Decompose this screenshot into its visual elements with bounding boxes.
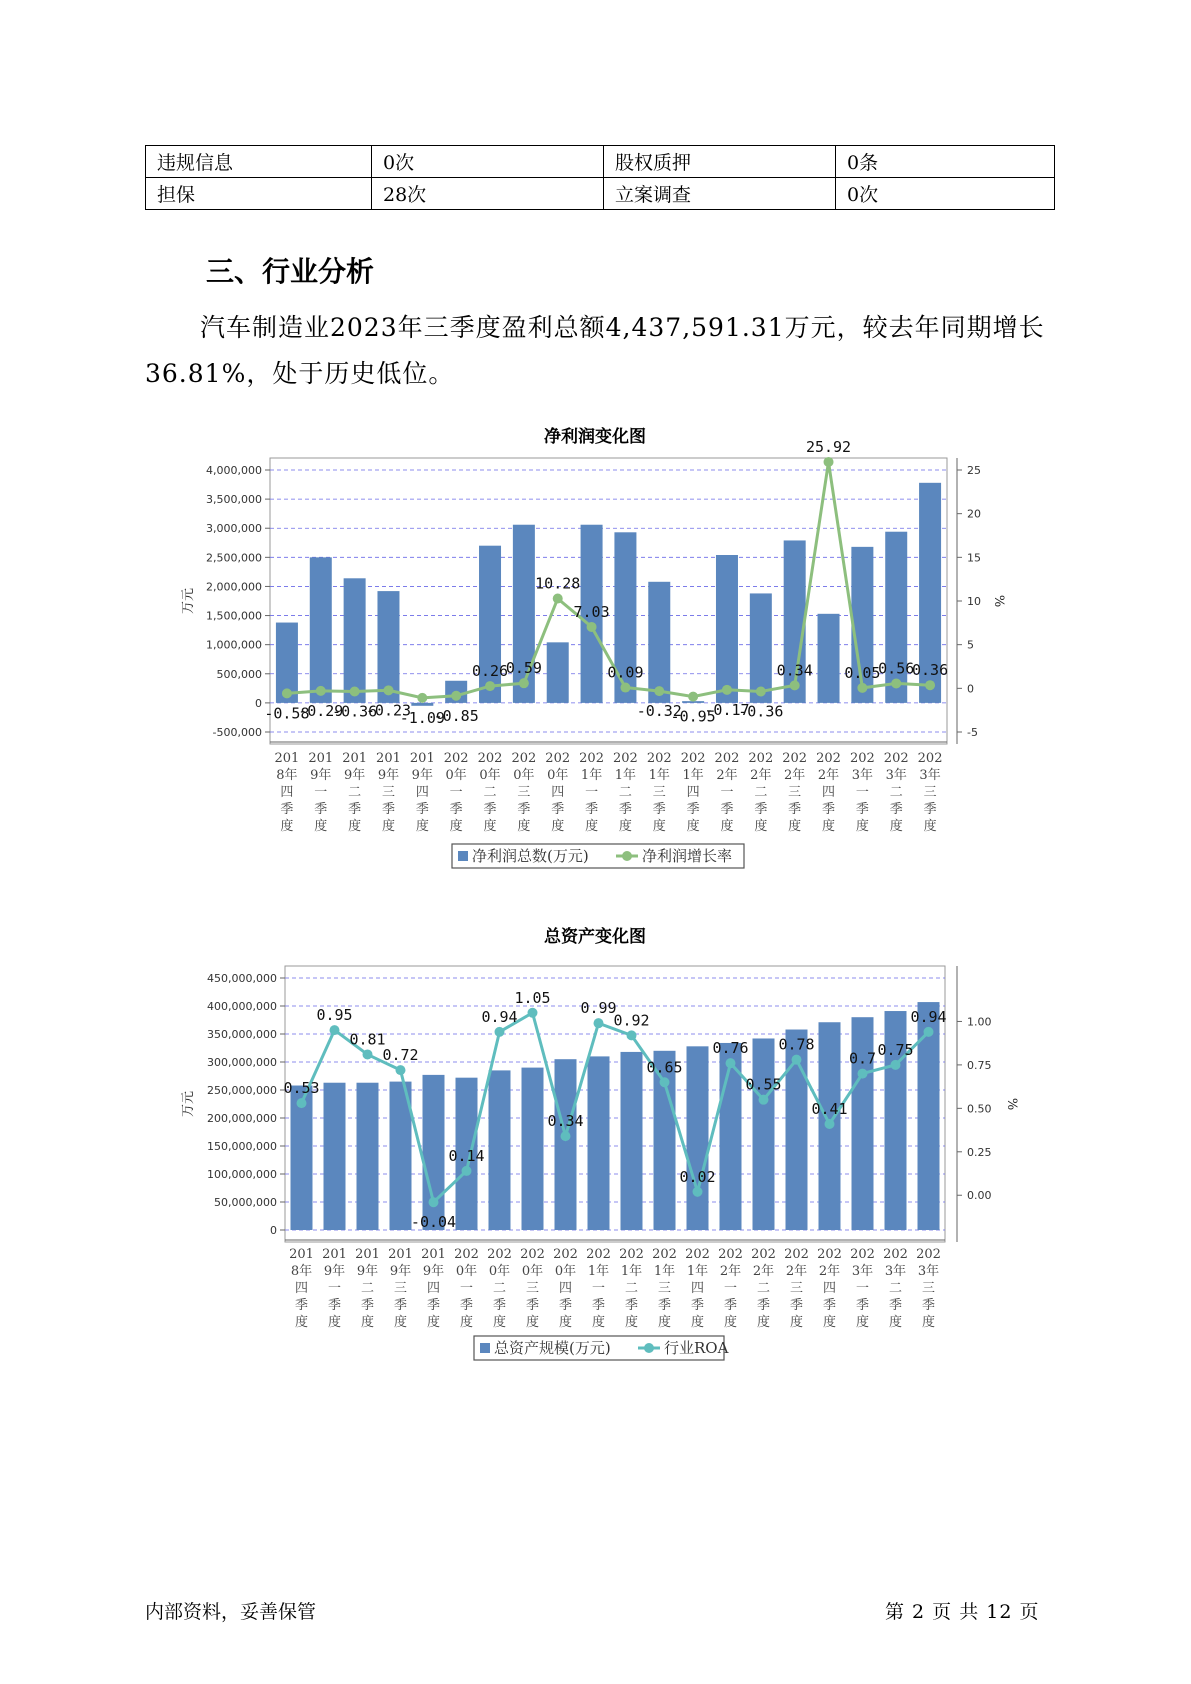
data-label: -0.29	[298, 701, 344, 720]
bar	[310, 557, 332, 703]
risk-info-table	[145, 145, 1055, 210]
x-tick-label: 201 8年四季度	[274, 751, 300, 834]
data-label: 0.92	[613, 1011, 650, 1030]
data-label: -0.17	[704, 700, 750, 719]
y-right-tick-label: -5	[967, 726, 978, 739]
y-right-tick-label: 20	[967, 507, 981, 521]
x-tick-label: 201 9年三季度	[376, 751, 401, 834]
section-title: 三、行业分析	[206, 255, 375, 288]
x-tick-label: 202 3年一季度	[850, 1247, 875, 1330]
legend-bar-label: 净利润总数(万元)	[472, 847, 589, 865]
line-point	[297, 1098, 307, 1108]
data-label: 0.53	[283, 1079, 320, 1098]
chart-legend	[474, 1336, 729, 1360]
x-tick-label: 202 2年一季度	[714, 751, 740, 834]
data-label: 0.76	[712, 1039, 749, 1058]
y-right-axis-label: %	[1004, 1097, 1019, 1111]
y-tick-label: 400,000,000	[207, 1000, 277, 1013]
y-right-tick-label: 0	[967, 682, 974, 696]
data-label: 0.41	[811, 1099, 848, 1118]
line-point	[316, 686, 326, 696]
y-tick-label: 50,000,000	[214, 1196, 277, 1209]
data-label: -0.58	[264, 704, 310, 723]
data-label: 0.36	[912, 661, 949, 680]
line-point	[417, 693, 427, 703]
data-label: 0.55	[745, 1075, 782, 1094]
footer-page-number: 第 2 页 共 12 页	[885, 1601, 1040, 1623]
x-tick-label: 202 2年四季度	[817, 1247, 842, 1330]
line-point	[790, 680, 800, 690]
data-label: 7.03	[573, 602, 610, 621]
y-tick-label: 3,000,000	[206, 522, 262, 536]
table-cell: 0次	[836, 178, 1055, 210]
line-point	[429, 1197, 439, 1207]
y-tick-label: 2,500,000	[206, 551, 262, 565]
data-label: 0.81	[349, 1030, 386, 1049]
x-tick-label: 202 0年四季度	[545, 751, 571, 834]
x-tick-label: 202 1年三季度	[652, 1247, 677, 1330]
table-cell: 0条	[836, 146, 1055, 178]
x-tick-label: 202 3年一季度	[849, 751, 875, 834]
bar	[687, 1046, 709, 1230]
y-tick-label: 1,500,000	[206, 609, 262, 623]
data-label: 0.59	[505, 659, 542, 678]
x-tick-label: 202 1年三季度	[646, 751, 672, 834]
y-right-tick-label: 15	[967, 551, 981, 565]
table-cell: 28次	[372, 178, 604, 210]
line-point	[627, 1030, 637, 1040]
y-right-tick-label: 0.50	[967, 1102, 992, 1116]
y-right-tick-label: 25	[967, 464, 981, 477]
line-point	[561, 1131, 571, 1141]
line-point	[620, 683, 630, 693]
bar	[547, 642, 569, 703]
x-tick-label: 202 2年三季度	[782, 751, 808, 834]
data-label: 0.56	[878, 659, 915, 678]
x-tick-label: 202 0年三季度	[511, 751, 537, 834]
line-point	[756, 686, 766, 696]
line-point	[759, 1095, 769, 1105]
x-tick-label: 202 1年二季度	[613, 751, 638, 834]
x-tick-label: 202 0年二季度	[477, 751, 503, 834]
table-row	[146, 146, 1055, 178]
bar	[588, 1056, 610, 1230]
y-right-tick-label: 0.25	[967, 1145, 992, 1159]
data-label: 10.28	[535, 574, 581, 593]
x-tick-label: 202 2年三季度	[784, 1247, 809, 1330]
bar	[648, 582, 670, 703]
data-label: 0.34	[776, 661, 813, 680]
data-label: -0.36	[738, 702, 784, 721]
x-tick-label: 202 0年二季度	[487, 1247, 512, 1330]
legend-bar-label: 总资产规模(万元)	[494, 1339, 611, 1357]
x-tick-label: 202 2年四季度	[816, 751, 841, 834]
chart-title: 总资产变化图	[544, 927, 646, 947]
data-label: -0.23	[365, 701, 412, 720]
data-label: 0.26	[471, 662, 509, 681]
data-label: 0.72	[382, 1046, 419, 1065]
data-label: 0.94	[481, 1007, 518, 1026]
line-point	[594, 1018, 604, 1028]
y-right-tick-label: 1.00	[967, 1015, 992, 1029]
y-tick-label: 0	[270, 1224, 277, 1237]
y-tick-label: 200,000,000	[207, 1112, 277, 1125]
y-tick-label: 150,000,000	[207, 1140, 277, 1153]
x-tick-label: 201 9年一季度	[308, 751, 334, 834]
line-point	[363, 1049, 373, 1059]
line-point	[891, 678, 901, 688]
y-tick-label: 4,000,000	[206, 464, 262, 477]
footer-confidential: 内部资料，妥善保管	[145, 1601, 317, 1623]
y-tick-label: 3,500,000	[206, 493, 262, 507]
line-point	[825, 1119, 835, 1129]
bar	[489, 1070, 511, 1230]
legend-bar-swatch	[458, 851, 468, 861]
x-tick-label: 201 9年二季度	[355, 1247, 380, 1330]
y-tick-label: 250,000,000	[207, 1084, 277, 1097]
x-tick-label: 202 1年一季度	[586, 1247, 611, 1330]
line-point	[553, 594, 563, 604]
y-tick-label: 450,000,000	[207, 972, 277, 985]
line-point	[451, 691, 461, 701]
bar	[324, 1083, 346, 1230]
data-label: 0.14	[448, 1146, 485, 1165]
line-point	[824, 457, 834, 467]
net-profit-chart	[0, 420, 1191, 880]
x-tick-label: 202 3年二季度	[883, 1247, 908, 1330]
bar	[716, 555, 738, 703]
total-assets-chart	[0, 920, 1191, 1380]
legend-line-label: 行业ROA	[664, 1339, 729, 1357]
bar	[522, 1068, 544, 1230]
x-tick-label: 202 2年一季度	[718, 1247, 743, 1330]
x-tick-label: 202 1年四季度	[685, 1247, 710, 1330]
y-tick-label: -500,000	[212, 726, 262, 739]
data-label: 0.05	[844, 663, 881, 682]
x-tick-label: 201 9年二季度	[342, 751, 368, 834]
data-label: 0.34	[547, 1112, 584, 1131]
x-tick-label: 202 0年四季度	[553, 1247, 578, 1330]
line-point	[528, 1008, 538, 1018]
y-axis-label: 万元	[181, 587, 196, 615]
line-point	[350, 686, 360, 696]
bar	[411, 703, 433, 706]
x-tick-label: 202 0年一季度	[454, 1247, 479, 1330]
y-right-tick-label: 0.00	[967, 1189, 992, 1203]
bar	[344, 578, 366, 703]
line-point	[383, 685, 393, 695]
analysis-paragraph: 汽车制造业2023年三季度盈利总额4,437,591.31万元，较去年同期增长36.81%，处于历史低位。	[145, 313, 1045, 388]
line-point	[722, 685, 732, 695]
y-tick-label: 0	[255, 696, 262, 710]
table-cell: 违规信息	[146, 146, 372, 178]
data-label: -0.95	[670, 707, 716, 726]
data-label: 0.65	[646, 1058, 683, 1077]
line-point	[660, 1077, 670, 1087]
y-right-tick-label: 10	[967, 595, 981, 608]
data-label: 0.99	[580, 999, 617, 1018]
y-tick-label: 2,000,000	[206, 580, 262, 594]
table-cell: 担保	[146, 178, 372, 210]
y-tick-label: 350,000,000	[207, 1028, 277, 1041]
y-tick-label: 100,000,000	[207, 1168, 277, 1181]
line-point	[330, 1025, 340, 1035]
line-point	[925, 680, 935, 690]
bar	[621, 1052, 643, 1230]
y-tick-label: 1,000,000	[206, 638, 262, 652]
data-label: 0.94	[910, 1007, 947, 1026]
x-tick-label: 202 0年一季度	[443, 751, 469, 834]
x-tick-label: 202 2年二季度	[751, 1247, 776, 1330]
x-tick-label: 202 1年二季度	[619, 1247, 644, 1330]
x-tick-label: 201 8年四季度	[289, 1247, 314, 1330]
y-axis-label: 万元	[181, 1090, 196, 1118]
table-cell: 0次	[372, 146, 604, 178]
line-point	[924, 1027, 934, 1037]
bar	[753, 1038, 775, 1230]
x-tick-label: 202 1年四季度	[680, 751, 706, 834]
data-label: 0.09	[607, 663, 644, 682]
line-point	[396, 1065, 406, 1075]
data-label: 0.95	[316, 1006, 353, 1025]
data-label: -0.36	[332, 702, 378, 721]
bar	[555, 1059, 577, 1230]
x-tick-label: 201 9年四季度	[421, 1247, 446, 1330]
x-tick-label: 202 1年一季度	[579, 751, 604, 834]
line-point	[726, 1058, 736, 1068]
line-point	[495, 1027, 505, 1037]
data-label: 1.05	[514, 988, 551, 1007]
data-label: -1.09	[399, 708, 445, 727]
data-label: -0.32	[636, 702, 682, 721]
data-label: -0.04	[410, 1213, 457, 1232]
line-point	[857, 683, 867, 693]
chart-legend	[452, 844, 744, 868]
line-point	[693, 1187, 703, 1197]
data-label: 0.75	[877, 1040, 914, 1059]
legend-bar-swatch	[480, 1343, 490, 1353]
x-tick-label: 202 3年三季度	[917, 751, 943, 834]
bar	[818, 614, 840, 703]
chart-title: 净利润变化图	[544, 427, 646, 447]
y-right-tick-label: 5	[967, 638, 974, 652]
table-cell: 股权质押	[604, 146, 836, 178]
y-right-axis-label: %	[991, 594, 1006, 608]
table-cell: 立案调查	[604, 178, 836, 210]
y-tick-label: 300,000,000	[207, 1056, 277, 1069]
legend-line-marker	[644, 1343, 654, 1353]
x-tick-label: 201 9年三季度	[388, 1247, 413, 1330]
x-tick-label: 201 9年四季度	[409, 751, 435, 834]
line-point	[485, 681, 495, 691]
table-row	[146, 178, 1055, 210]
line-point	[688, 692, 698, 702]
bar	[357, 1083, 379, 1230]
line-point	[587, 622, 597, 632]
line-point	[462, 1166, 472, 1176]
data-label: 0.7	[848, 1049, 877, 1068]
x-tick-label: 202 3年二季度	[883, 751, 909, 834]
legend-line-label: 净利润增长率	[642, 847, 733, 865]
x-tick-label: 202 0年三季度	[520, 1247, 545, 1330]
legend-line-marker	[622, 851, 632, 861]
line-point	[282, 688, 292, 698]
line-point	[858, 1069, 868, 1079]
data-label: -0.85	[433, 706, 479, 725]
line-point	[792, 1055, 802, 1065]
x-tick-label: 202 2年二季度	[748, 751, 774, 834]
line-point	[654, 686, 664, 696]
line-point	[891, 1060, 901, 1070]
y-tick-label: 500,000	[216, 667, 262, 681]
x-tick-label: 201 9年一季度	[322, 1247, 347, 1330]
data-label: 25.92	[805, 437, 852, 456]
data-label: 0.78	[778, 1035, 815, 1054]
data-label: 0.02	[679, 1167, 716, 1186]
x-tick-label: 202 3年三季度	[916, 1247, 941, 1330]
y-right-tick-label: 0.75	[967, 1058, 992, 1072]
line-point	[519, 678, 529, 688]
bar	[750, 593, 772, 702]
